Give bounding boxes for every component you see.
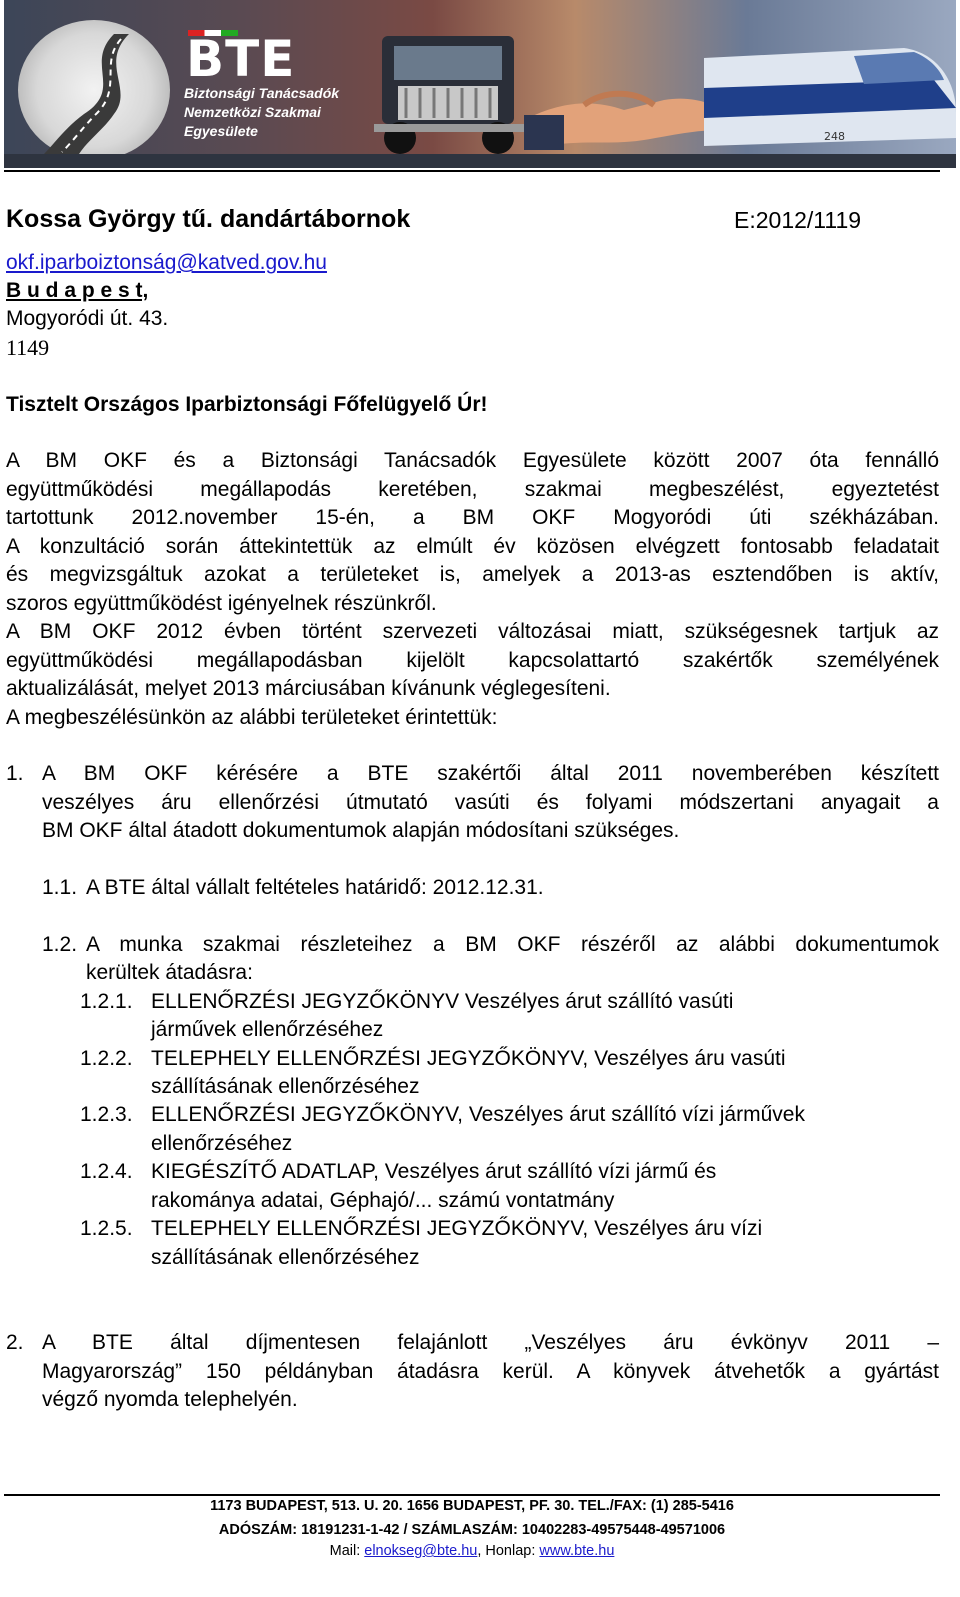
salutation: Tisztelt Országos Iparbiztonsági Főfelügyelő Úr! <box>6 393 488 416</box>
footer-mail-link[interactable]: elnokseg@bte.hu <box>364 1543 478 1559</box>
recipient-city: B u d a p e s t, <box>6 279 149 302</box>
recipient-street: Mogyoródi út. 43. <box>6 307 169 330</box>
recipient-zip: 1149 <box>6 335 50 360</box>
train-image <box>704 28 956 154</box>
road-icon <box>44 34 134 154</box>
recipient-email-link[interactable]: okf.iparboiztonság@katved.gov.hu <box>6 251 327 274</box>
train-number: 248 <box>824 130 845 143</box>
item-number: 1.2.5. <box>80 1217 133 1240</box>
banner-strip <box>4 154 956 168</box>
item-number: 1.2.3. <box>80 1103 133 1126</box>
item-number: 1.1. <box>42 876 78 899</box>
item-number: 1.2.4. <box>80 1160 133 1183</box>
truck-image <box>364 28 534 156</box>
footer-contact: Mail: elnokseg@bte.hu, Honlap: www.bte.hu <box>329 1543 615 1559</box>
item-number: 1.2.1. <box>80 990 133 1013</box>
footer-web-link[interactable]: www.bte.hu <box>539 1543 615 1559</box>
item-number: 1.2.2. <box>80 1047 133 1070</box>
paragraph-topics: A megbeszélésünkön az alábbi területeket érintettük: <box>6 706 498 729</box>
header-rule <box>4 170 940 172</box>
handshake-image <box>524 60 724 150</box>
item-number: 2. <box>6 1331 24 1354</box>
item-number: 1. <box>6 762 24 785</box>
logo-text: BTE <box>186 30 296 88</box>
logo-tagline: Biztonsági Tanácsadók Nemzetközi Szakmai Egyesülete <box>184 85 340 139</box>
footer-tax-info: ADÓSZÁM: 18191231-1-42 / SZÁMLASZÁM: 10402283-49575448-49571006 <box>218 1522 726 1538</box>
reference-number: E:2012/1119 <box>734 207 862 233</box>
header-banner <box>4 0 956 168</box>
item-number: 1.2. <box>42 933 78 956</box>
footer-address: 1173 BUDAPEST, 513. U. 20. 1656 BUDAPEST, PF. 30. TEL./FAX: (1) 285-5416 <box>210 1498 734 1514</box>
recipient-name: Kossa György tű. dandártábornok <box>6 205 411 233</box>
footer-rule <box>4 1494 940 1496</box>
